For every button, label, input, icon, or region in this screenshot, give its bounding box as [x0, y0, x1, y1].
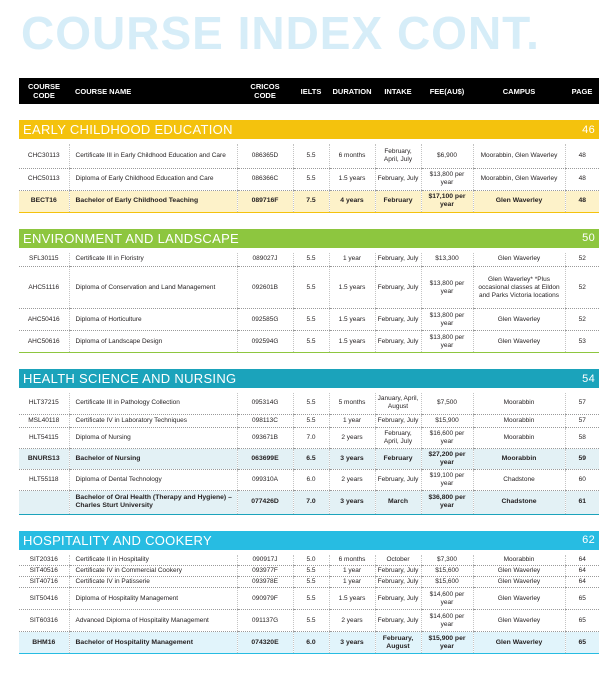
duration: 3 years: [329, 448, 375, 469]
section-header: [19, 120, 599, 139]
campus: Glen Waverley: [473, 566, 565, 577]
ielts-score: 5.5: [293, 331, 329, 353]
ielts-score: 5.5: [293, 414, 329, 427]
table-row: [19, 448, 599, 469]
table-header: [19, 78, 599, 104]
section-page: 62: [582, 534, 595, 546]
intake: March: [375, 490, 421, 514]
section-health: [19, 353, 599, 515]
intake: February, July: [375, 331, 421, 353]
duration: 1.5 years: [329, 168, 375, 190]
ielts-score: 5.5: [293, 577, 329, 588]
section-title: EARLY CHILDHOOD EDUCATION: [23, 122, 233, 137]
intake: January, April, August: [375, 393, 421, 414]
course-code: SIT20316: [19, 555, 69, 566]
section-title: HOSPITALITY AND COOKERY: [23, 532, 212, 548]
header-campus: CAMPUS: [502, 86, 536, 96]
campus: Chadstone: [473, 490, 565, 514]
section-page: 50: [582, 232, 595, 244]
header-name: COURSE NAME: [75, 86, 132, 96]
campus: Glen Waverley: [473, 588, 565, 610]
intake: February, July: [375, 588, 421, 610]
course-name: Bachelor of Nursing: [69, 448, 237, 469]
campus: Glen Waverley: [473, 331, 565, 353]
cricos-code: 091137G: [237, 610, 293, 632]
header-intake: INTAKE: [384, 86, 412, 96]
campus: Glen Waverley* *Plus occasional classes at Eildon and Parks Victoria locations: [473, 267, 565, 309]
course-code: SIT40516: [19, 566, 69, 577]
course-code: BNURS13: [19, 448, 69, 469]
header-code: COURSE CODE: [27, 82, 61, 100]
table-row: [19, 168, 599, 190]
course-code: CHC50113: [19, 168, 69, 190]
table-row: [19, 144, 599, 168]
fee: $13,800 per year: [421, 168, 473, 190]
cricos-code: 099310A: [237, 469, 293, 490]
intake: February, July: [375, 469, 421, 490]
page-number: 64: [565, 577, 599, 588]
course-name: Certificate II in Hospitality: [69, 555, 237, 566]
campus: Moorabbin: [473, 393, 565, 414]
intake: February, July: [375, 267, 421, 309]
page-number: 52: [565, 253, 599, 267]
intake: February, July: [375, 414, 421, 427]
fee: $15,900: [421, 414, 473, 427]
campus: Glen Waverley: [473, 577, 565, 588]
course-name: Diploma of Dental Technology: [69, 469, 237, 490]
course-name: Diploma of Conservation and Land Management: [69, 267, 237, 309]
section-early-childhood: [19, 104, 599, 212]
page-number: 65: [565, 632, 599, 654]
cricos-code: 089716F: [237, 190, 293, 212]
cricos-code: 077426D: [237, 490, 293, 514]
table-row: [19, 577, 599, 588]
intake: February: [375, 448, 421, 469]
course-name: Certificate III in Pathology Collection: [69, 393, 237, 414]
intake: February, July: [375, 610, 421, 632]
campus: Moorabbin: [473, 427, 565, 448]
campus: Glen Waverley: [473, 632, 565, 654]
cricos-code: 089027J: [237, 253, 293, 267]
campus: Chadstone: [473, 469, 565, 490]
page-number: 52: [565, 267, 599, 309]
table-row: [19, 469, 599, 490]
duration: 1.5 years: [329, 309, 375, 331]
course-name: Diploma of Landscape Design: [69, 331, 237, 353]
ielts-score: 5.5: [293, 168, 329, 190]
campus: Glen Waverley: [473, 309, 565, 331]
table-row: [19, 490, 599, 514]
intake: February, July: [375, 309, 421, 331]
table-row: [19, 610, 599, 632]
cricos-code: 063699E: [237, 448, 293, 469]
course-name: Bachelor of Early Childhood Teaching: [69, 190, 237, 212]
intake: February, August: [375, 632, 421, 654]
ielts-score: 6.0: [293, 469, 329, 490]
header-ielts: IELTS: [300, 86, 322, 96]
course-code: SIT60316: [19, 610, 69, 632]
fee: $7,500: [421, 393, 473, 414]
course-name: Diploma of Nursing: [69, 427, 237, 448]
course-name: Diploma of Horticulture: [69, 309, 237, 331]
table-row: [19, 632, 599, 654]
table-row: [19, 414, 599, 427]
page-title: COURSE INDEX CONT.: [21, 7, 540, 59]
ielts-score: 7.0: [293, 490, 329, 514]
duration: 3 years: [329, 490, 375, 514]
intake: February, July: [375, 566, 421, 577]
section-title: HEALTH SCIENCE AND NURSING: [23, 371, 237, 386]
course-code: HLT37215: [19, 393, 69, 414]
course-code: [19, 490, 69, 514]
ielts-score: 5.5: [293, 588, 329, 610]
fee: $7,300: [421, 555, 473, 566]
campus: Moorabbin, Glen Waverley: [473, 144, 565, 168]
table-row: [19, 309, 599, 331]
duration: 2 years: [329, 469, 375, 490]
table-row: [19, 331, 599, 353]
fee: $13,800 per year: [421, 331, 473, 353]
page-number: 60: [565, 469, 599, 490]
course-code: SIT40716: [19, 577, 69, 588]
fee: $6,900: [421, 144, 473, 168]
page-number: 58: [565, 427, 599, 448]
ielts-score: 6.5: [293, 448, 329, 469]
ielts-score: 5.5: [293, 610, 329, 632]
cricos-code: 092594G: [237, 331, 293, 353]
section-page: 46: [582, 123, 595, 136]
page-number: 65: [565, 610, 599, 632]
page-number: 59: [565, 448, 599, 469]
ielts-score: 5.0: [293, 555, 329, 566]
table-row: [19, 427, 599, 448]
duration: 2 years: [329, 427, 375, 448]
course-name: Bachelor of Oral Health (Therapy and Hygiene) – Charles Sturt University: [69, 490, 237, 514]
cricos-code: 095314G: [237, 393, 293, 414]
course-index-table: [19, 78, 599, 654]
cricos-code: 093978E: [237, 577, 293, 588]
intake: October: [375, 555, 421, 566]
intake: February, July: [375, 577, 421, 588]
duration: 1 year: [329, 414, 375, 427]
table-row: [19, 566, 599, 577]
section-title: ENVIRONMENT AND LANDSCAPE: [23, 230, 240, 246]
course-name: Certificate IV in Commercial Cookery: [69, 566, 237, 577]
course-code: MSL40118: [19, 414, 69, 427]
course-name: Certificate III in Floristry: [69, 253, 237, 267]
duration: 1.5 years: [329, 588, 375, 610]
ielts-score: 6.0: [293, 632, 329, 654]
header-page: PAGE: [571, 86, 593, 96]
duration: 1.5 years: [329, 267, 375, 309]
course-name: Bachelor of Hospitality Management: [69, 632, 237, 654]
page-number: 65: [565, 588, 599, 610]
cricos-code: 074320E: [237, 632, 293, 654]
campus: Moorabbin: [473, 414, 565, 427]
course-name: Diploma of Early Childhood Education and Care: [69, 168, 237, 190]
duration: 1 year: [329, 577, 375, 588]
fee: $13,800 per year: [421, 309, 473, 331]
campus: Moorabbin, Glen Waverley: [473, 168, 565, 190]
intake: February, April, July: [375, 427, 421, 448]
course-code: AHC50616: [19, 331, 69, 353]
fee: $19,100 per year: [421, 469, 473, 490]
course-name: Certificate IV in Laboratory Techniques: [69, 414, 237, 427]
cricos-code: 093977F: [237, 566, 293, 577]
ielts-score: 5.5: [293, 309, 329, 331]
duration: 2 years: [329, 610, 375, 632]
section-environment: [19, 212, 599, 353]
course-code: SIT50416: [19, 588, 69, 610]
section-hospitality: [19, 514, 599, 654]
page-number: 57: [565, 393, 599, 414]
ielts-score: 7.5: [293, 190, 329, 212]
cricos-code: 086366C: [237, 168, 293, 190]
campus: Glen Waverley: [473, 190, 565, 212]
cricos-code: 093671B: [237, 427, 293, 448]
course-name: Diploma of Hospitality Management: [69, 588, 237, 610]
cricos-code: 090979F: [237, 588, 293, 610]
fee: $16,600 per year: [421, 427, 473, 448]
course-code: BECT16: [19, 190, 69, 212]
table-row: [19, 588, 599, 610]
course-code: HLT54115: [19, 427, 69, 448]
fee: $14,600 per year: [421, 610, 473, 632]
cricos-code: 086365D: [237, 144, 293, 168]
page-number: 52: [565, 309, 599, 331]
header-duration: DURATION: [332, 86, 372, 96]
ielts-score: 5.5: [293, 253, 329, 267]
course-name: Certificate IV in Patisserie: [69, 577, 237, 588]
intake: February, July: [375, 168, 421, 190]
course-code: AHC50416: [19, 309, 69, 331]
page-number: 48: [565, 144, 599, 168]
ielts-score: 5.5: [293, 267, 329, 309]
fee: $27,200 per year: [421, 448, 473, 469]
cricos-code: 092601B: [237, 267, 293, 309]
ielts-score: 5.5: [293, 566, 329, 577]
campus: Moorabbin: [473, 448, 565, 469]
fee: $15,600: [421, 577, 473, 588]
ielts-score: 5.5: [293, 144, 329, 168]
header-cricos: CRICOS CODE: [250, 82, 280, 100]
table-row: [19, 190, 599, 212]
page-number: 57: [565, 414, 599, 427]
fee: $17,100 per year: [421, 190, 473, 212]
section-header: [19, 229, 599, 248]
section-header: [19, 369, 599, 388]
page-number: 48: [565, 168, 599, 190]
table-row: [19, 555, 599, 566]
fee: $13,300: [421, 253, 473, 267]
table-row: [19, 253, 599, 267]
course-name: Advanced Diploma of Hospitality Management: [69, 610, 237, 632]
intake: February: [375, 190, 421, 212]
fee: $14,600 per year: [421, 588, 473, 610]
page-number: 48: [565, 190, 599, 212]
duration: 6 months: [329, 555, 375, 566]
cricos-code: 092585G: [237, 309, 293, 331]
duration: 6 months: [329, 144, 375, 168]
page-number: 53: [565, 331, 599, 353]
fee: $15,900 per year: [421, 632, 473, 654]
course-code: HLT55118: [19, 469, 69, 490]
intake: February, July: [375, 253, 421, 267]
course-code: BHM16: [19, 632, 69, 654]
duration: 4 years: [329, 190, 375, 212]
fee: $13,800 per year: [421, 267, 473, 309]
page-number: 64: [565, 566, 599, 577]
duration: 3 years: [329, 632, 375, 654]
duration: 1 year: [329, 253, 375, 267]
intake: February, April, July: [375, 144, 421, 168]
course-code: SFL30115: [19, 253, 69, 267]
duration: 1.5 years: [329, 331, 375, 353]
page-number: 64: [565, 555, 599, 566]
section-header: [19, 531, 599, 550]
table-row: [19, 267, 599, 309]
cricos-code: 098113C: [237, 414, 293, 427]
ielts-score: 7.0: [293, 427, 329, 448]
campus: Moorabbin: [473, 555, 565, 566]
fee: $15,600: [421, 566, 473, 577]
fee: $36,800 per year: [421, 490, 473, 514]
campus: Glen Waverley: [473, 610, 565, 632]
header-fee: FEE(AU$): [429, 86, 465, 96]
table-row: [19, 393, 599, 414]
duration: 5 months: [329, 393, 375, 414]
page-number: 61: [565, 490, 599, 514]
section-page: 54: [582, 372, 595, 385]
course-name: Certificate III in Early Childhood Education and Care: [69, 144, 237, 168]
ielts-score: 5.5: [293, 393, 329, 414]
course-code: AHC51116: [19, 267, 69, 309]
campus: Glen Waverley: [473, 253, 565, 267]
cricos-code: 090917J: [237, 555, 293, 566]
course-code: CHC30113: [19, 144, 69, 168]
duration: 1 year: [329, 566, 375, 577]
